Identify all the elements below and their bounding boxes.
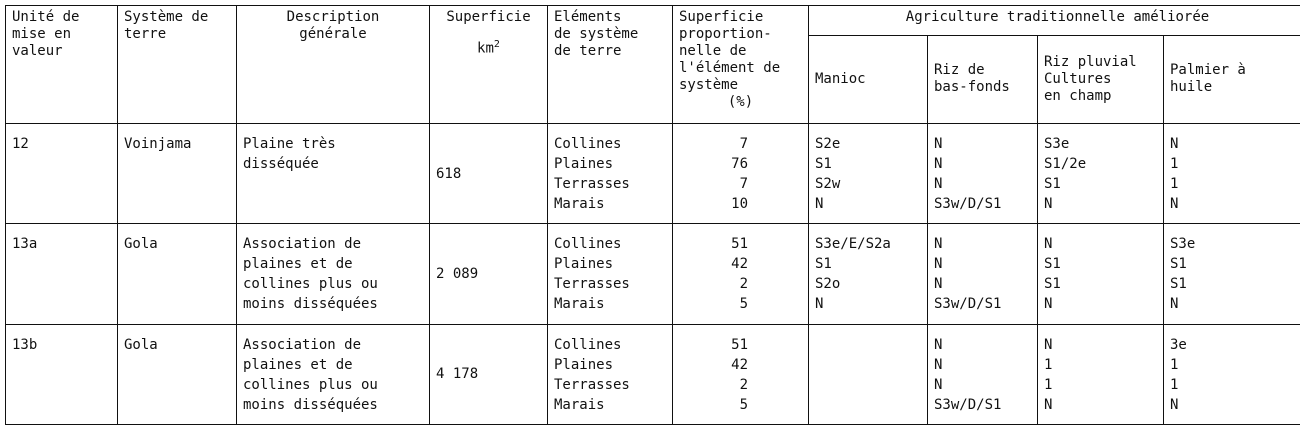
cell-riz-pluvial-value: N — [1044, 236, 1053, 253]
cell-unit: 12 — [6, 124, 118, 224]
cell-riz-bas-fonds-value: N — [934, 236, 943, 253]
header-proportional-line: proportion- — [679, 26, 772, 42]
cell-description-line: moins disséquées — [243, 396, 378, 413]
cell-percent-value: 10 — [731, 196, 748, 212]
cell-manioc-value: S3e/E/S2a — [815, 236, 891, 253]
header-unit-line: mise en — [12, 26, 72, 42]
cell-percent-value: 2 — [739, 276, 748, 293]
header-riz-pluvial-line: Riz pluvial — [1044, 53, 1137, 70]
header-system-line: terre — [124, 26, 167, 42]
table-row — [6, 224, 1300, 324]
cell-manioc-value: N — [815, 196, 824, 212]
cell-palmier-value: N — [1170, 136, 1179, 152]
cell-element: Terrasses — [554, 276, 630, 293]
cell-manioc-value: S1 — [815, 256, 832, 273]
cell-area: 2 089 — [430, 224, 548, 324]
cell-percent-value: 42 — [731, 256, 748, 273]
cell-riz-bas-fonds — [928, 224, 1038, 324]
cell-palmier-value: N — [1170, 196, 1179, 212]
header-riz-pluvial-line: en champ — [1044, 87, 1112, 104]
cell-palmier — [1164, 324, 1300, 424]
cell-element: Collines — [554, 236, 622, 253]
cell-system: Gola — [118, 324, 237, 424]
cell-element: Terrasses — [554, 376, 630, 393]
cell-palmier — [1164, 224, 1300, 324]
cell-riz-bas-fonds-value: S3w/D/S1 — [934, 196, 1002, 212]
header-palmier — [1164, 36, 1300, 124]
header-description-line: Description — [286, 9, 380, 25]
cell-riz-bas-fonds-value: N — [934, 156, 943, 172]
cell-element: Marais — [554, 396, 605, 413]
cell-riz-pluvial-value: 1 — [1044, 376, 1053, 393]
cell-riz-pluvial-value: S1 — [1044, 256, 1061, 273]
cell-percent-value: 51 — [731, 236, 748, 253]
cell-element: Collines — [554, 336, 622, 353]
header-elements-line: de système — [554, 26, 639, 42]
cell-element: Marais — [554, 296, 605, 313]
cell-percent-value: 5 — [739, 396, 748, 413]
cell-riz-pluvial-value: S3e — [1044, 136, 1070, 152]
cell-percent — [673, 124, 809, 224]
cell-element: Terrasses — [554, 176, 630, 192]
cell-riz-pluvial — [1038, 124, 1164, 224]
cell-description-line: disséquée — [243, 156, 319, 172]
header-palmier-line: huile — [1170, 79, 1213, 95]
header-proportional-line: l'élément de — [679, 60, 781, 76]
cell-palmier-value: 3e — [1170, 336, 1187, 353]
cell-description — [237, 124, 430, 224]
cell-riz-bas-fonds-value: S3w/D/S1 — [934, 296, 1002, 313]
header-area-unit-exp: 2 — [493, 39, 500, 50]
cell-elements — [548, 124, 673, 224]
header-palmier-line: Palmier à — [1170, 62, 1246, 78]
cell-unit: 13a — [6, 224, 118, 324]
cell-manioc — [809, 324, 928, 424]
cell-percent-value: 7 — [739, 176, 748, 192]
cell-palmier-value: 1 — [1170, 156, 1179, 172]
cell-palmier-value: 1 — [1170, 176, 1179, 192]
cell-element: Plaines — [554, 356, 614, 373]
header-elements-line: Eléments — [554, 9, 622, 25]
header-unit-line: valeur — [12, 43, 63, 59]
cell-description-line: plaines et de — [243, 256, 353, 273]
table-row — [6, 324, 1300, 424]
land-evaluation-table — [5, 5, 1300, 425]
header-riz-pluvial-line: Cultures — [1044, 70, 1112, 87]
cell-percent-value: 7 — [739, 136, 748, 152]
header-description-line: générale — [299, 26, 367, 42]
cell-element: Plaines — [554, 256, 614, 273]
cell-description-line: collines plus ou — [243, 276, 378, 293]
cell-percent — [673, 324, 809, 424]
cell-percent-value: 51 — [731, 336, 748, 353]
cell-riz-bas-fonds-value: N — [934, 136, 943, 152]
cell-percent-value: 42 — [731, 356, 748, 373]
table-row — [6, 124, 1300, 224]
cell-riz-bas-fonds-value: N — [934, 276, 943, 293]
header-proportional-line: Superficie — [679, 9, 764, 25]
cell-riz-pluvial-value: S1 — [1044, 276, 1061, 293]
cell-riz-bas-fonds — [928, 324, 1038, 424]
cell-percent — [673, 224, 809, 324]
cell-palmier-value: N — [1170, 296, 1179, 313]
cell-riz-pluvial — [1038, 324, 1164, 424]
cell-element: Plaines — [554, 156, 614, 172]
header-system-line: Système de — [124, 9, 209, 25]
header-area-label: Superficie — [446, 9, 531, 25]
cell-palmier-value: N — [1170, 396, 1179, 413]
header-riz-pluvial — [1038, 36, 1164, 124]
cell-elements — [548, 224, 673, 324]
cell-riz-pluvial-value: N — [1044, 296, 1053, 313]
cell-description-line: Association de — [243, 236, 362, 253]
cell-riz-bas-fonds-value: N — [934, 356, 943, 373]
cell-manioc — [809, 224, 928, 324]
header-elements — [548, 6, 673, 124]
cell-riz-pluvial-value: N — [1044, 336, 1053, 353]
header-riz-bas-fonds — [928, 36, 1038, 124]
cell-palmier-value: S1 — [1170, 276, 1187, 293]
cell-elements — [548, 324, 673, 424]
header-description — [237, 6, 430, 124]
header-riz-bas-fonds-line: Riz de — [934, 62, 985, 78]
cell-riz-pluvial-value: N — [1044, 396, 1053, 413]
cell-riz-bas-fonds-value: N — [934, 376, 943, 393]
cell-area: 618 — [430, 124, 548, 224]
cell-palmier-value: S3e — [1170, 236, 1196, 253]
cell-riz-pluvial-value: N — [1044, 196, 1053, 212]
cell-description-line: plaines et de — [243, 356, 353, 373]
cell-palmier — [1164, 124, 1300, 224]
cell-description-line: collines plus ou — [243, 376, 378, 393]
header-agri-group: Agriculture traditionnelle améliorée — [809, 6, 1300, 36]
header-system — [118, 6, 237, 124]
header-proportional-line: nelle de — [679, 43, 747, 59]
cell-palmier-value: 1 — [1170, 356, 1179, 373]
cell-palmier-value: 1 — [1170, 376, 1179, 393]
cell-riz-bas-fonds — [928, 124, 1038, 224]
cell-palmier-value: S1 — [1170, 256, 1187, 273]
header-elements-line: de terre — [554, 43, 622, 59]
cell-riz-pluvial-value: S1/2e — [1044, 156, 1087, 172]
cell-percent-value: 5 — [739, 296, 748, 313]
cell-manioc-value: S2w — [815, 176, 841, 192]
cell-description-line: Association de — [243, 336, 362, 353]
cell-manioc-value: N — [815, 296, 824, 313]
cell-description-line: moins disséquées — [243, 296, 378, 313]
cell-element: Collines — [554, 136, 622, 152]
cell-riz-pluvial — [1038, 224, 1164, 324]
cell-riz-bas-fonds-value: N — [934, 336, 943, 353]
cell-riz-pluvial-value: 1 — [1044, 356, 1053, 373]
header-proportional — [673, 6, 809, 124]
cell-manioc-value: S2o — [815, 276, 841, 293]
cell-unit: 13b — [6, 324, 118, 424]
header-area-unit: km — [477, 40, 494, 57]
cell-riz-bas-fonds-value: S3w/D/S1 — [934, 396, 1002, 413]
header-riz-bas-fonds-line: bas-fonds — [934, 79, 1010, 95]
cell-system: Gola — [118, 224, 237, 324]
header-manioc: Manioc — [809, 36, 928, 124]
cell-element: Marais — [554, 196, 605, 212]
cell-description — [237, 224, 430, 324]
cell-description — [237, 324, 430, 424]
cell-percent-value: 76 — [731, 156, 748, 172]
cell-riz-bas-fonds-value: N — [934, 176, 943, 192]
header-unit-line: Unité de — [12, 9, 80, 25]
cell-area: 4 178 — [430, 324, 548, 424]
cell-riz-bas-fonds-value: N — [934, 256, 943, 273]
cell-manioc-value: S1 — [815, 156, 832, 172]
header-unit — [6, 6, 118, 124]
cell-manioc — [809, 124, 928, 224]
cell-percent-value: 2 — [739, 376, 748, 393]
header-proportional-line: (%) — [727, 94, 754, 110]
cell-manioc-value: S2e — [815, 136, 841, 152]
cell-system: Voinjama — [118, 124, 237, 224]
cell-riz-pluvial-value: S1 — [1044, 176, 1061, 192]
cell-description-line: Plaine très — [243, 136, 336, 152]
header-proportional-line: système — [679, 77, 739, 93]
header-area — [430, 6, 548, 124]
header-area-unit-line — [436, 36, 541, 58]
